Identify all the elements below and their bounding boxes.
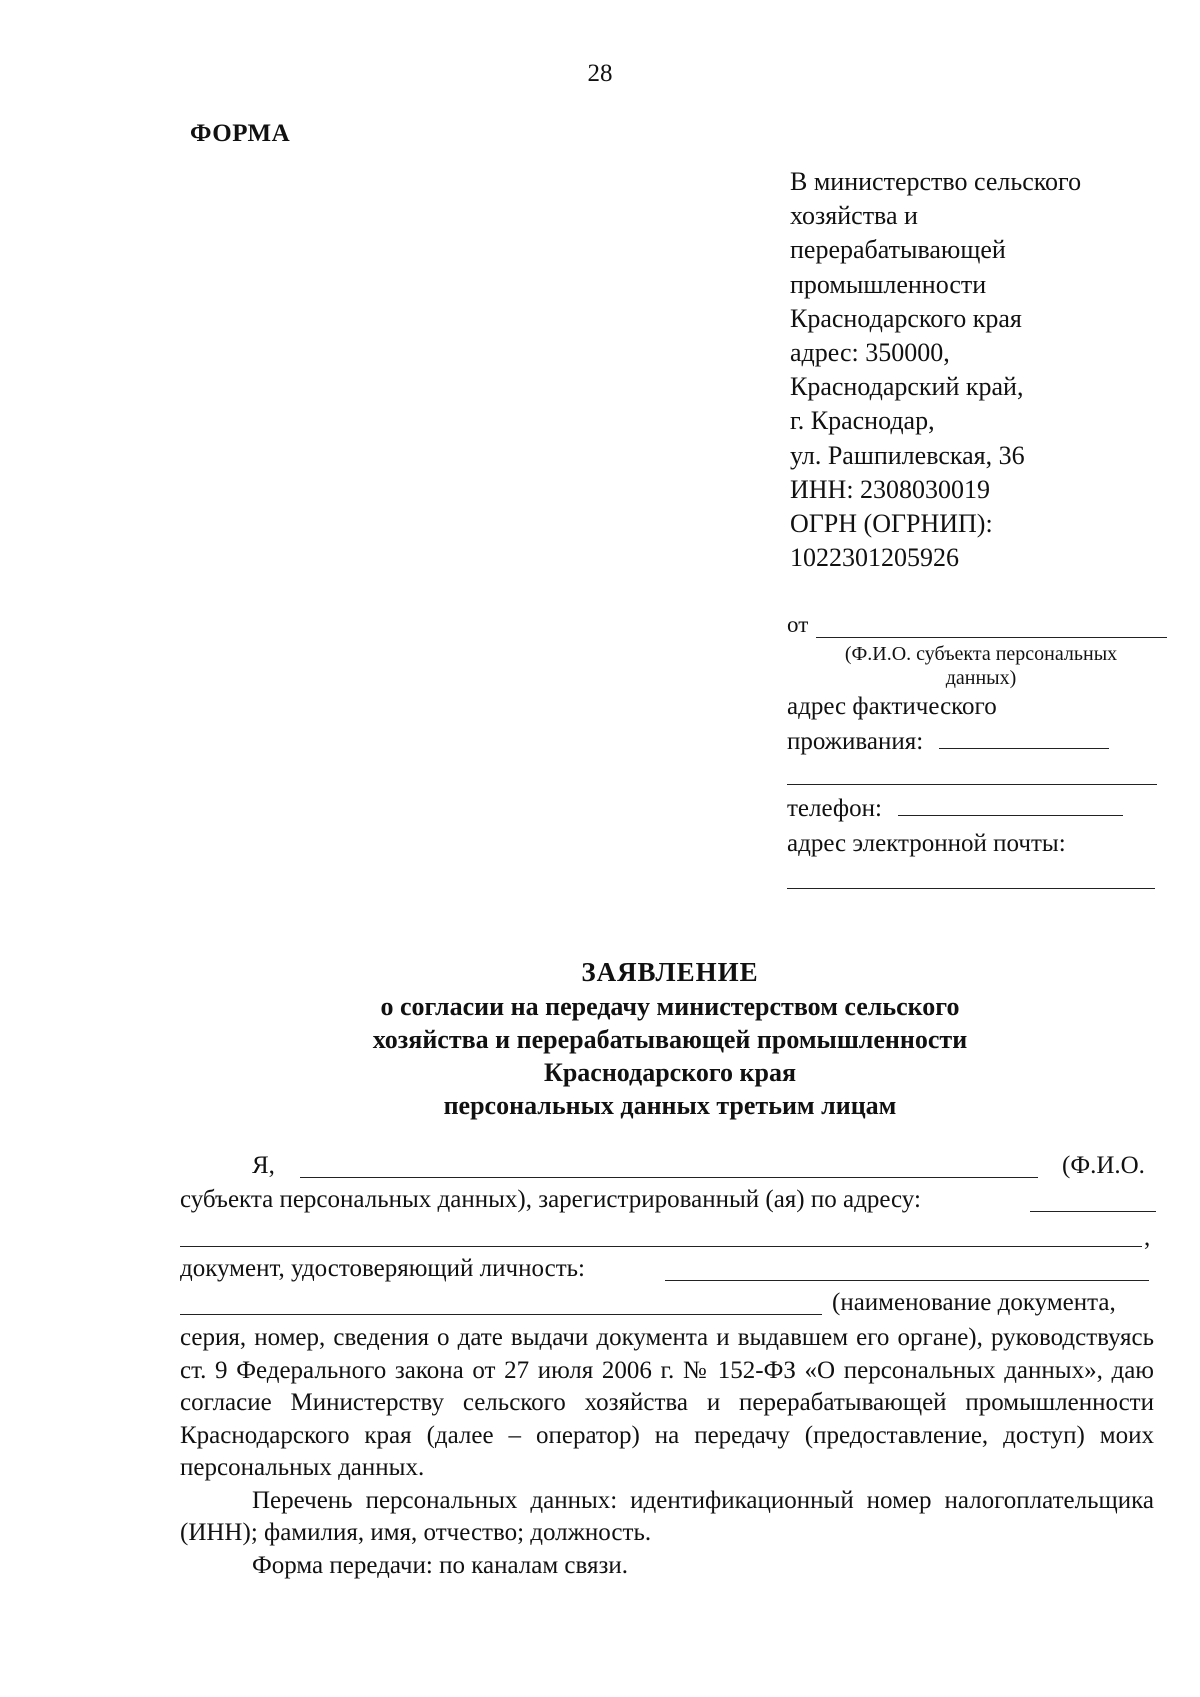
consent-text — [180, 1322, 1154, 1582]
from-caption-line: данных) — [945, 667, 1017, 689]
from-label: от — [787, 612, 809, 637]
from-field — [787, 612, 1167, 638]
document-name-blank[interactable] — [180, 1314, 822, 1315]
recipient-line: Краснодарский край, — [790, 372, 1024, 402]
recipient-line: ул. Рашпилевская, 36 — [790, 440, 1025, 470]
recipient-line: Краснодарского края — [790, 303, 1022, 333]
registration-address-blank[interactable] — [1030, 1211, 1156, 1212]
phone-label: телефон: — [787, 795, 882, 822]
from-caption-line: (Ф.И.О. субъекта персональных — [844, 643, 1118, 665]
statement-title — [300, 956, 1040, 1122]
statement-subtitle-line: персональных данных третьим лицам — [443, 1091, 897, 1120]
recipient-line: адрес: 350000, — [790, 338, 950, 368]
phone-field — [787, 795, 1123, 823]
address-label-line1: адрес фактического — [787, 693, 997, 720]
data-list-paragraph: Перечень персональных данных: идентификационный номер налогоплательщика (ИНН); фамилия, имя, отчество; должность. — [180, 1486, 1154, 1546]
recipient-line: В министерство сельского — [790, 167, 1082, 196]
email-blank[interactable] — [787, 888, 1155, 889]
registered-text: субъекта персональных данных), зарегистрированный (ая) по адресу: — [180, 1186, 921, 1213]
recipient-line: промышленности — [790, 269, 987, 299]
page-number: 28 — [587, 60, 613, 87]
address-blank-line2[interactable] — [787, 784, 1157, 785]
document-name-label: (наименование документа, — [832, 1289, 1116, 1316]
email-label: адрес электронной почты: — [787, 830, 1066, 857]
statement-heading: ЗАЯВЛЕНИЕ — [581, 957, 759, 987]
phone-blank[interactable] — [898, 795, 1123, 816]
consent-paragraph: серия, номер, сведения о дате выдачи документа и выдавшем его органе), руководствуясь ст. 9 Федерального закона от 27 июля 2006 г. № 152-ФЗ «О персональных данных», даю согласие Министерству сельского хозяйства и перерабатывающей промышленности Краснодарского края (далее – оператор) на передачу (предоставление, доступ) моих персональных данных. — [180, 1324, 1154, 1481]
address-blank[interactable] — [939, 728, 1109, 749]
statement-subtitle-line: Краснодарского края — [543, 1058, 797, 1087]
recipient-line: 1022301205926 — [790, 543, 959, 573]
from-caption — [800, 642, 1162, 690]
address-label-line2: проживания: — [787, 728, 924, 755]
fio-blank[interactable] — [300, 1177, 1038, 1178]
document-blank[interactable] — [665, 1280, 1149, 1281]
fio-label: (Ф.И.О. — [1062, 1152, 1145, 1179]
registration-address-blank-line2[interactable] — [180, 1246, 1142, 1247]
transfer-form-paragraph: Форма передачи: по каналам связи. — [252, 1551, 628, 1579]
recipient-line: ИНН: 2308030019 — [790, 474, 991, 504]
recipient-block — [790, 165, 1081, 575]
recipient-line: перерабатывающей — [790, 235, 1006, 265]
statement-subtitle-line: хозяйства и перерабатывающей промышленности — [372, 1025, 968, 1054]
i-label: Я, — [252, 1152, 275, 1179]
recipient-line: г. Краснодар, — [790, 406, 935, 436]
from-blank[interactable] — [816, 617, 1167, 638]
form-label: ФОРМА — [190, 120, 291, 147]
statement-subtitle-line: о согласии на передачу министерством сельского — [380, 992, 960, 1021]
recipient-line: ОГРН (ОГРНИП): — [790, 509, 993, 539]
recipient-line: хозяйства и — [790, 201, 918, 231]
comma: , — [1144, 1224, 1151, 1251]
document-label: документ, удостоверяющий личность: — [180, 1255, 585, 1282]
address-field — [787, 728, 1109, 756]
